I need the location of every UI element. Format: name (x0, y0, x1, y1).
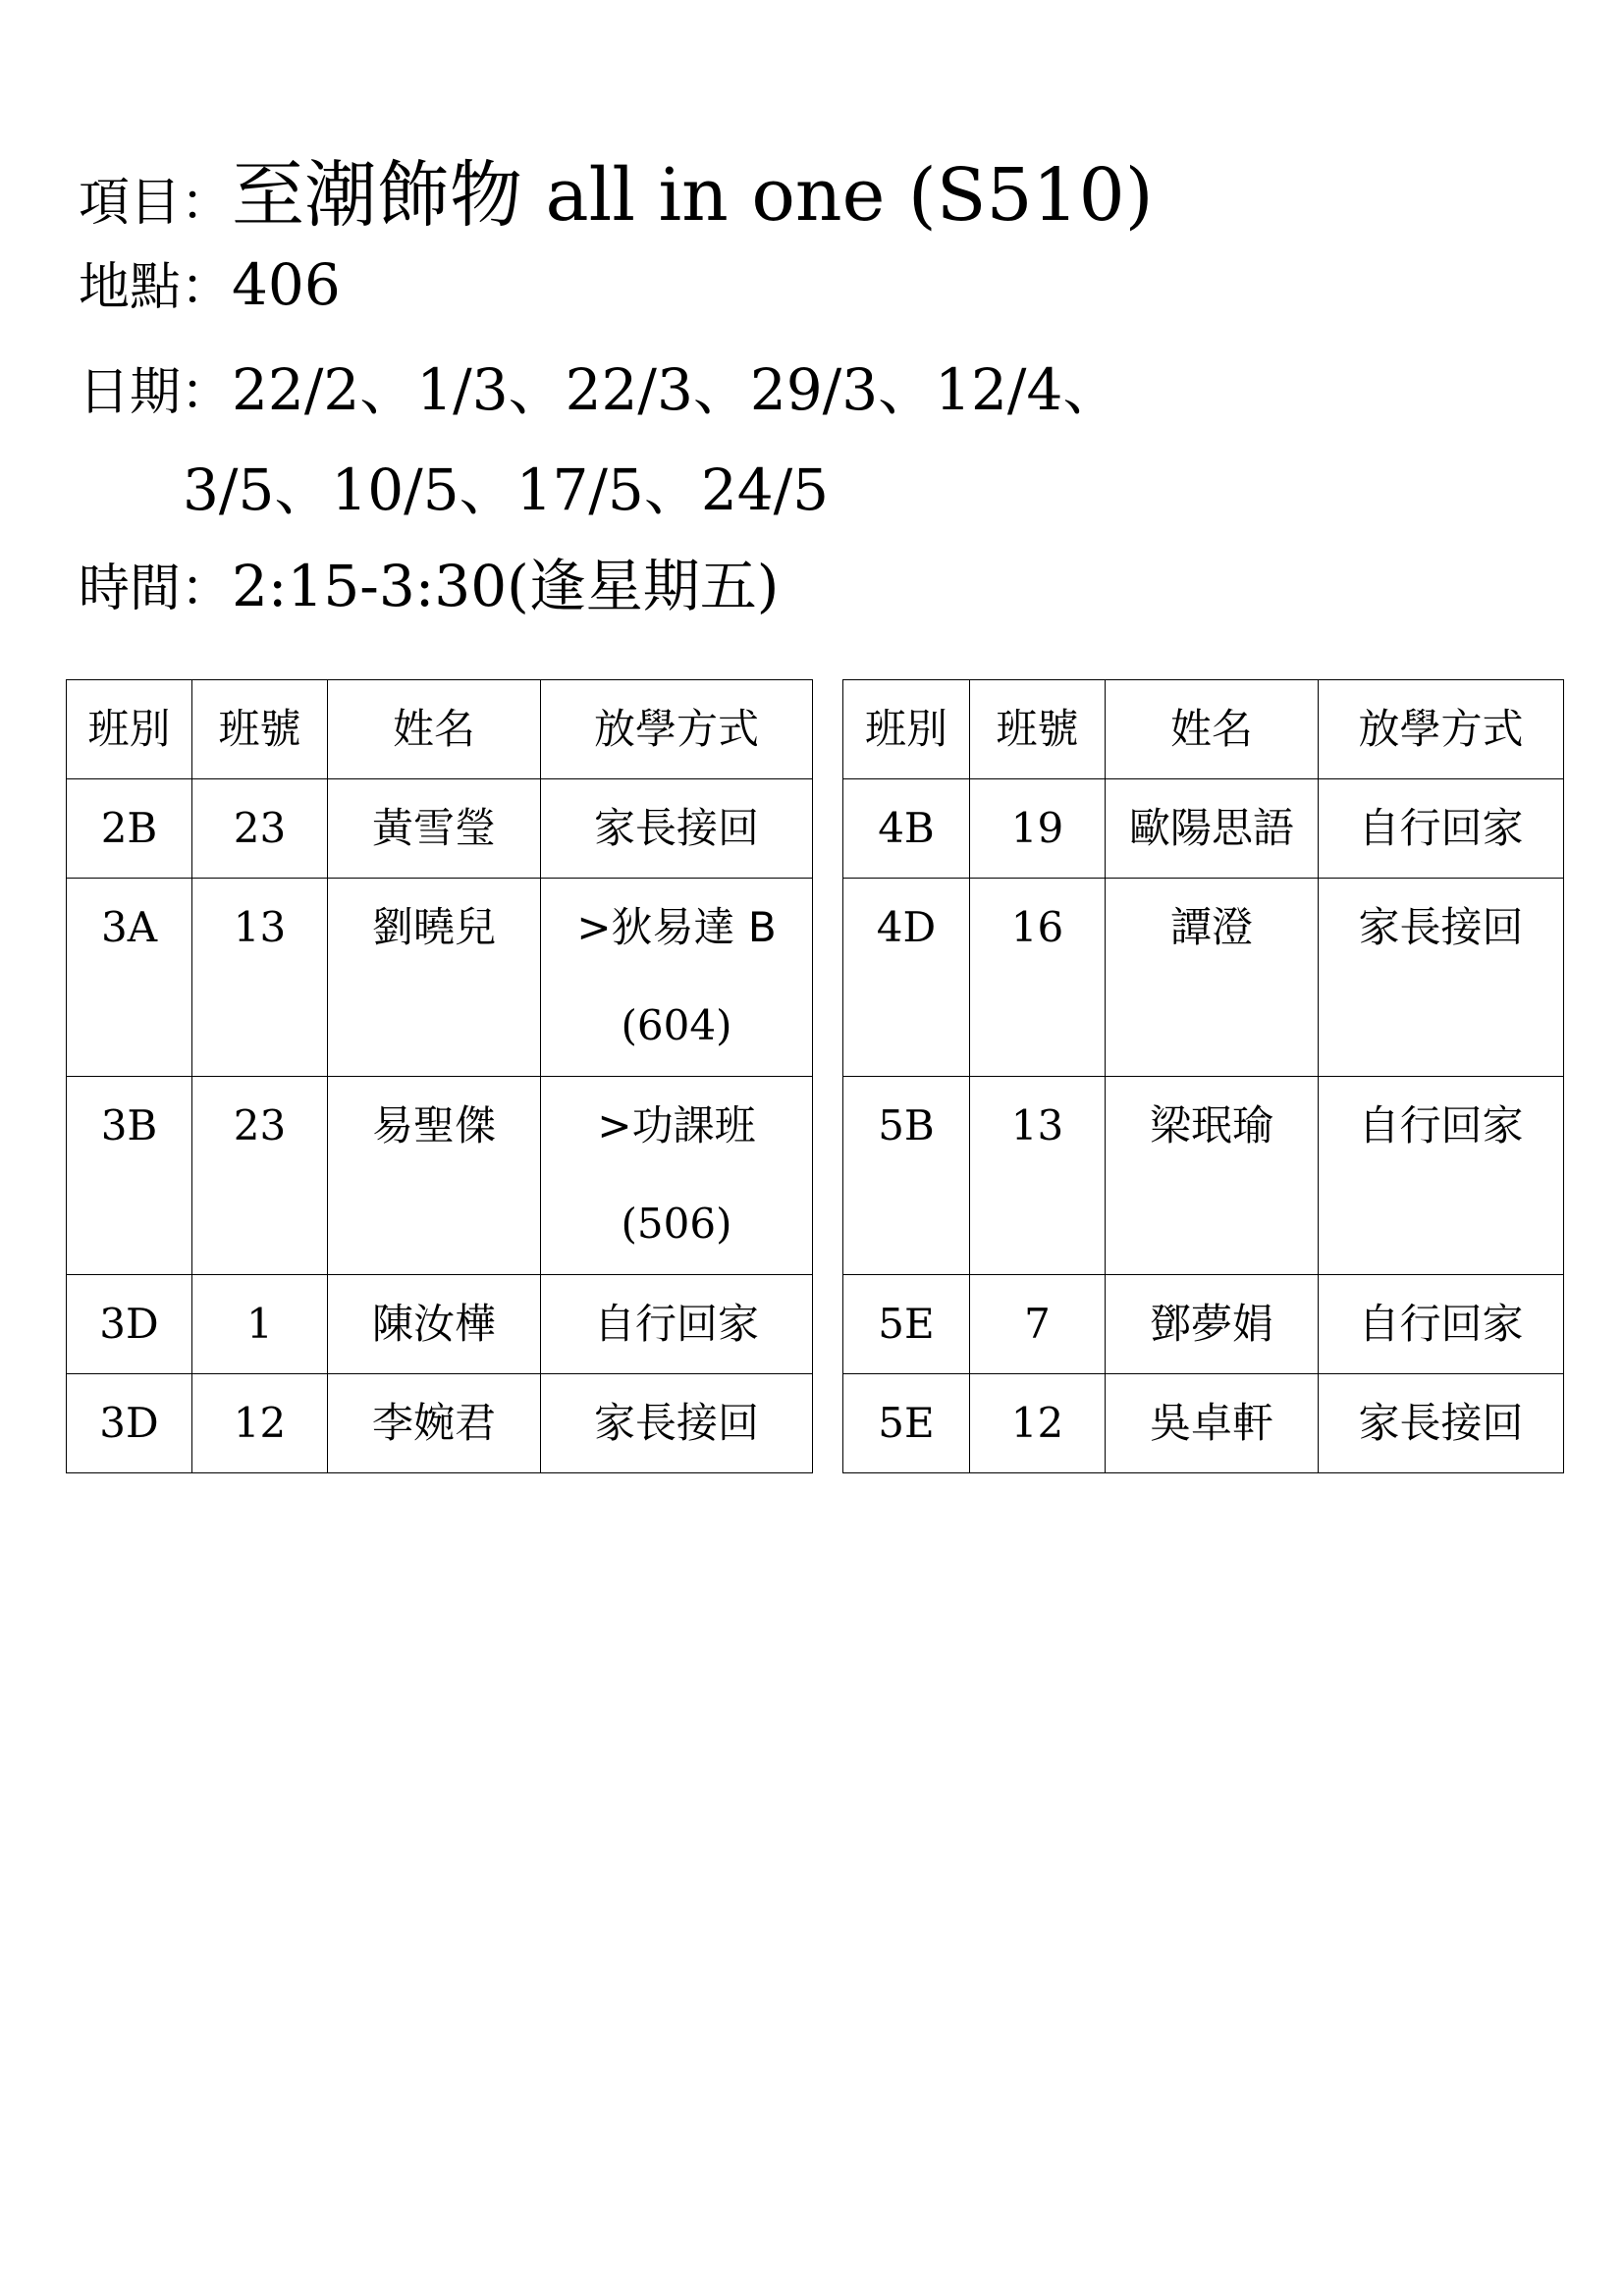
date-value: 22/2、1/3、22/3、29/3、12/4、 (232, 356, 1120, 423)
method-cell (541, 1275, 813, 1374)
method-text: >功課班 (597, 1101, 756, 1149)
number-cell: 1 (192, 1275, 328, 1374)
number-cell: 13 (970, 1077, 1106, 1275)
number-cell: 16 (970, 879, 1106, 1077)
method-text: 家長接回 (593, 804, 759, 852)
number-cell: 12 (192, 1374, 328, 1473)
table-row (67, 1374, 813, 1473)
table-header-row (67, 680, 813, 779)
column-header-name: 姓名 (328, 680, 541, 779)
name-cell: 李婉君 (328, 1374, 541, 1473)
date-value-continued: 3/5、10/5、17/5、24/5 (183, 456, 830, 523)
name-cell: 劉曉兒 (328, 879, 541, 1077)
method-text: >狄易達 B (576, 903, 777, 951)
student-table-left (66, 679, 813, 1473)
class-cell: 3A (67, 879, 192, 1077)
date-line (79, 344, 1119, 426)
method-room: (506) (621, 1200, 732, 1248)
column-header-number: 班號 (970, 680, 1106, 779)
column-header-number: 班號 (192, 680, 328, 779)
student-table-right (842, 679, 1564, 1473)
column-header-name: 姓名 (1106, 680, 1319, 779)
table-row (843, 1374, 1564, 1473)
table-row (843, 779, 1564, 879)
name-cell: 歐陽思語 (1106, 779, 1319, 879)
location-value: 406 (232, 251, 341, 318)
number-cell: 19 (970, 779, 1106, 879)
class-cell: 3D (67, 1374, 192, 1473)
time-label: 時間： (79, 560, 233, 618)
class-cell: 5E (843, 1374, 970, 1473)
name-cell: 吳卓軒 (1106, 1374, 1319, 1473)
project-label: 項目： (79, 174, 233, 233)
table-row (67, 879, 813, 1077)
table-row (843, 1275, 1564, 1374)
column-header-method: 放學方式 (541, 680, 813, 779)
method-cell: 自行回家 (1319, 1275, 1564, 1374)
time-value: 2:15-3:30(逢星期五) (232, 553, 780, 619)
method-room: (604) (621, 1001, 732, 1049)
time-line (79, 540, 779, 622)
method-cell (541, 1077, 813, 1275)
class-cell: 3D (67, 1275, 192, 1374)
column-header-class: 班別 (67, 680, 192, 779)
table-row (843, 879, 1564, 1077)
method-cell (541, 879, 813, 1077)
class-cell: 4B (843, 779, 970, 879)
name-cell: 陳汝樺 (328, 1275, 541, 1374)
location-line (79, 245, 341, 319)
number-cell: 23 (192, 779, 328, 879)
date-label: 日期： (79, 363, 233, 422)
location-label: 地點： (79, 258, 233, 317)
class-cell: 4D (843, 879, 970, 1077)
name-cell: 譚澄 (1106, 879, 1319, 1077)
table-row (67, 779, 813, 879)
method-cell (541, 779, 813, 879)
name-cell: 易聖傑 (328, 1077, 541, 1275)
class-cell: 2B (67, 779, 192, 879)
method-cell: 自行回家 (1319, 1077, 1564, 1275)
number-cell: 12 (970, 1374, 1106, 1473)
method-cell: 家長接回 (1319, 1374, 1564, 1473)
table-header-row (843, 680, 1564, 779)
column-header-class: 班別 (843, 680, 970, 779)
project-value: 至潮飾物 all in one (S510) (232, 153, 1154, 238)
method-cell: 自行回家 (1319, 779, 1564, 879)
number-cell: 7 (970, 1275, 1106, 1374)
class-cell: 5E (843, 1275, 970, 1374)
number-cell: 23 (192, 1077, 328, 1275)
method-cell: 家長接回 (1319, 879, 1564, 1077)
method-text: 家長接回 (593, 1399, 759, 1447)
number-cell: 13 (192, 879, 328, 1077)
method-text: 自行回家 (593, 1300, 759, 1348)
table-row (67, 1275, 813, 1374)
class-cell: 3B (67, 1077, 192, 1275)
name-cell: 鄧夢娟 (1106, 1275, 1319, 1374)
table-row (67, 1077, 813, 1275)
method-cell (541, 1374, 813, 1473)
name-cell: 梁珉瑜 (1106, 1077, 1319, 1275)
class-cell: 5B (843, 1077, 970, 1275)
column-header-method: 放學方式 (1319, 680, 1564, 779)
project-line (79, 137, 1154, 241)
name-cell: 黃雪瑩 (328, 779, 541, 879)
table-row (843, 1077, 1564, 1275)
date-line-continued (183, 444, 829, 526)
